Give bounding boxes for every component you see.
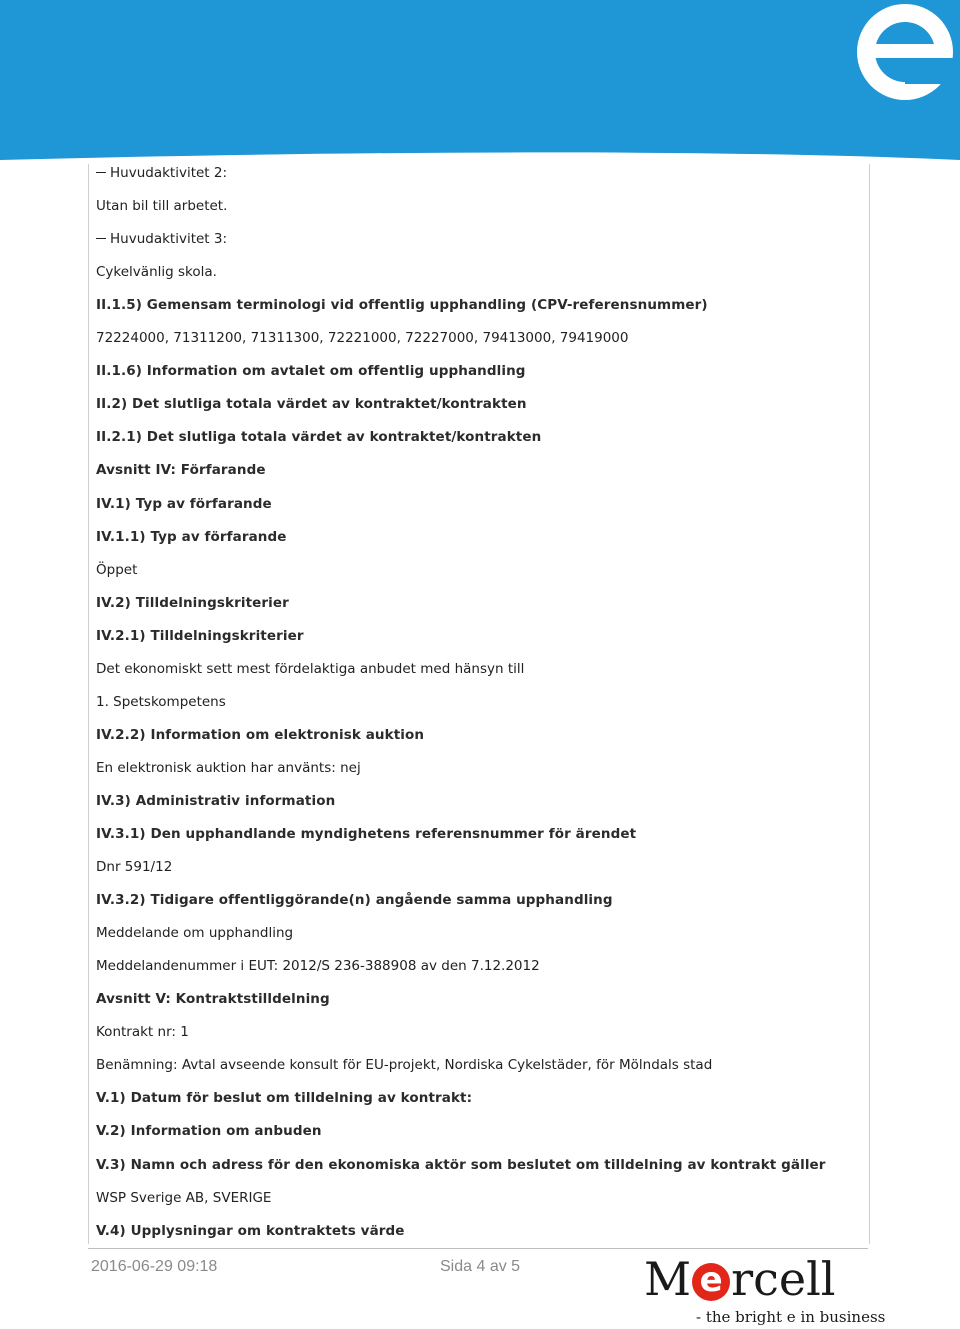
line-text: En elektronisk auktion har använts: nej <box>96 759 361 776</box>
line-text: IV.2.2) Information om elektronisk auktion <box>96 726 425 743</box>
logo-letter-m: M <box>644 1252 692 1306</box>
line-text: Avsnitt IV: Förfarande <box>96 462 266 479</box>
text-line <box>96 1024 189 1040</box>
section-heading <box>96 727 424 743</box>
text-line <box>96 562 137 578</box>
section-heading <box>96 892 613 908</box>
section-heading <box>96 1223 405 1239</box>
text-line <box>96 760 361 776</box>
line-text: V.1) Datum för beslut om tilldelning av kontrakt: <box>96 1090 473 1107</box>
line-text: Huvudaktivitet 3: <box>110 231 228 248</box>
line-text: II.1.6) Information om avtalet om offentlig upphandling <box>96 363 526 380</box>
header-banner <box>0 0 960 165</box>
logo-tagline: - the bright e in business <box>696 1308 886 1326</box>
line-text: Meddelandenummer i EUT: 2012/S 236-388908 av den 7.12.2012 <box>96 958 540 975</box>
line-text: IV.3.2) Tidigare offentliggörande(n) angående samma upphandling <box>96 892 613 909</box>
text-line <box>96 231 227 247</box>
section-heading <box>96 628 304 644</box>
text-line <box>96 330 629 346</box>
section-heading <box>96 496 272 512</box>
line-text: IV.1.1) Typ av förfarande <box>96 528 287 545</box>
mercell-logo <box>640 1252 886 1328</box>
text-line <box>96 694 226 710</box>
line-text: II.1.5) Gemensam terminologi vid offentlig upphandling (CPV-referensnummer) <box>96 297 708 314</box>
line-text: Öppet <box>96 561 138 578</box>
line-text: Kontrakt nr: 1 <box>96 1024 189 1041</box>
text-line <box>96 958 540 974</box>
line-text: 1. Spetskompetens <box>96 693 226 710</box>
line-text: IV.2) Tilldelningskriterier <box>96 594 289 611</box>
dash-bullet <box>96 172 106 173</box>
section-heading <box>96 1123 322 1139</box>
line-text: IV.3.1) Den upphandlande myndighetens referensnummer för ärendet <box>96 826 637 842</box>
line-text: Avsnitt V: Kontraktstilldelning <box>96 991 330 1008</box>
line-text: IV.2.1) Tilldelningskriterier <box>96 627 304 644</box>
text-line <box>96 1190 271 1206</box>
section-heading <box>96 991 330 1007</box>
line-text: V.3) Namn och adress för den ekonomiska aktör som beslutet om tilldelning av kontrakt gäller <box>96 1156 826 1173</box>
section-heading <box>96 363 526 379</box>
footer-page-number: Sida 4 av 5 <box>440 1258 521 1275</box>
logo-e-badge: e <box>692 1263 730 1301</box>
header-wave <box>0 0 960 160</box>
section-heading <box>96 1157 826 1173</box>
line-text: IV.3) Administrativ information <box>96 792 336 809</box>
text-line <box>96 1057 712 1073</box>
line-text: II.2.1) Det slutliga totala värdet av kontraktet/kontrakten <box>96 429 542 446</box>
section-heading <box>96 529 287 545</box>
section-heading <box>96 396 527 412</box>
line-text: II.2) Det slutliga totala värdet av kontraktet/kontrakten <box>96 396 527 413</box>
footer-divider <box>88 1248 868 1249</box>
section-heading <box>96 793 335 809</box>
text-line <box>96 198 227 214</box>
line-text: Cykelvänlig skola. <box>96 264 217 281</box>
line-text: V.4) Upplysningar om kontraktets värde <box>96 1222 405 1239</box>
section-heading <box>96 826 636 842</box>
section-heading <box>96 462 266 478</box>
line-text: 72224000, 71311200, 71311300, 72221000, 72227000, 79413000, 79419000 <box>96 330 629 347</box>
line-text: V.2) Information om anbuden <box>96 1123 322 1140</box>
section-heading <box>96 1090 472 1106</box>
line-text: Huvudaktivitet 2: <box>110 165 228 181</box>
section-heading <box>96 595 289 611</box>
text-line <box>96 661 524 677</box>
text-line <box>96 925 293 941</box>
line-text: Utan bil till arbetet. <box>96 198 228 215</box>
line-text: IV.1) Typ av förfarande <box>96 495 272 512</box>
text-line <box>96 859 172 875</box>
logo-wordmark <box>644 1252 836 1306</box>
line-text: Meddelande om upphandling <box>96 925 294 942</box>
footer-date: 2016-06-29 09:18 <box>91 1258 218 1275</box>
dash-bullet <box>96 238 106 239</box>
line-text: Benämning: Avtal avseende konsult för EU-projekt, Nordiska Cykelstäder, för Mölndals stad <box>96 1057 713 1074</box>
section-heading <box>96 429 541 445</box>
line-text: Det ekonomiskt sett mest fördelaktiga anbudet med hänsyn till <box>96 660 525 677</box>
section-heading <box>96 297 708 313</box>
line-text: Dnr 591/12 <box>96 859 173 876</box>
text-line <box>96 264 217 280</box>
line-text: WSP Sverige AB, SVERIGE <box>96 1189 272 1206</box>
text-line <box>96 165 227 181</box>
logo-letters-rest: rcell <box>731 1252 836 1306</box>
